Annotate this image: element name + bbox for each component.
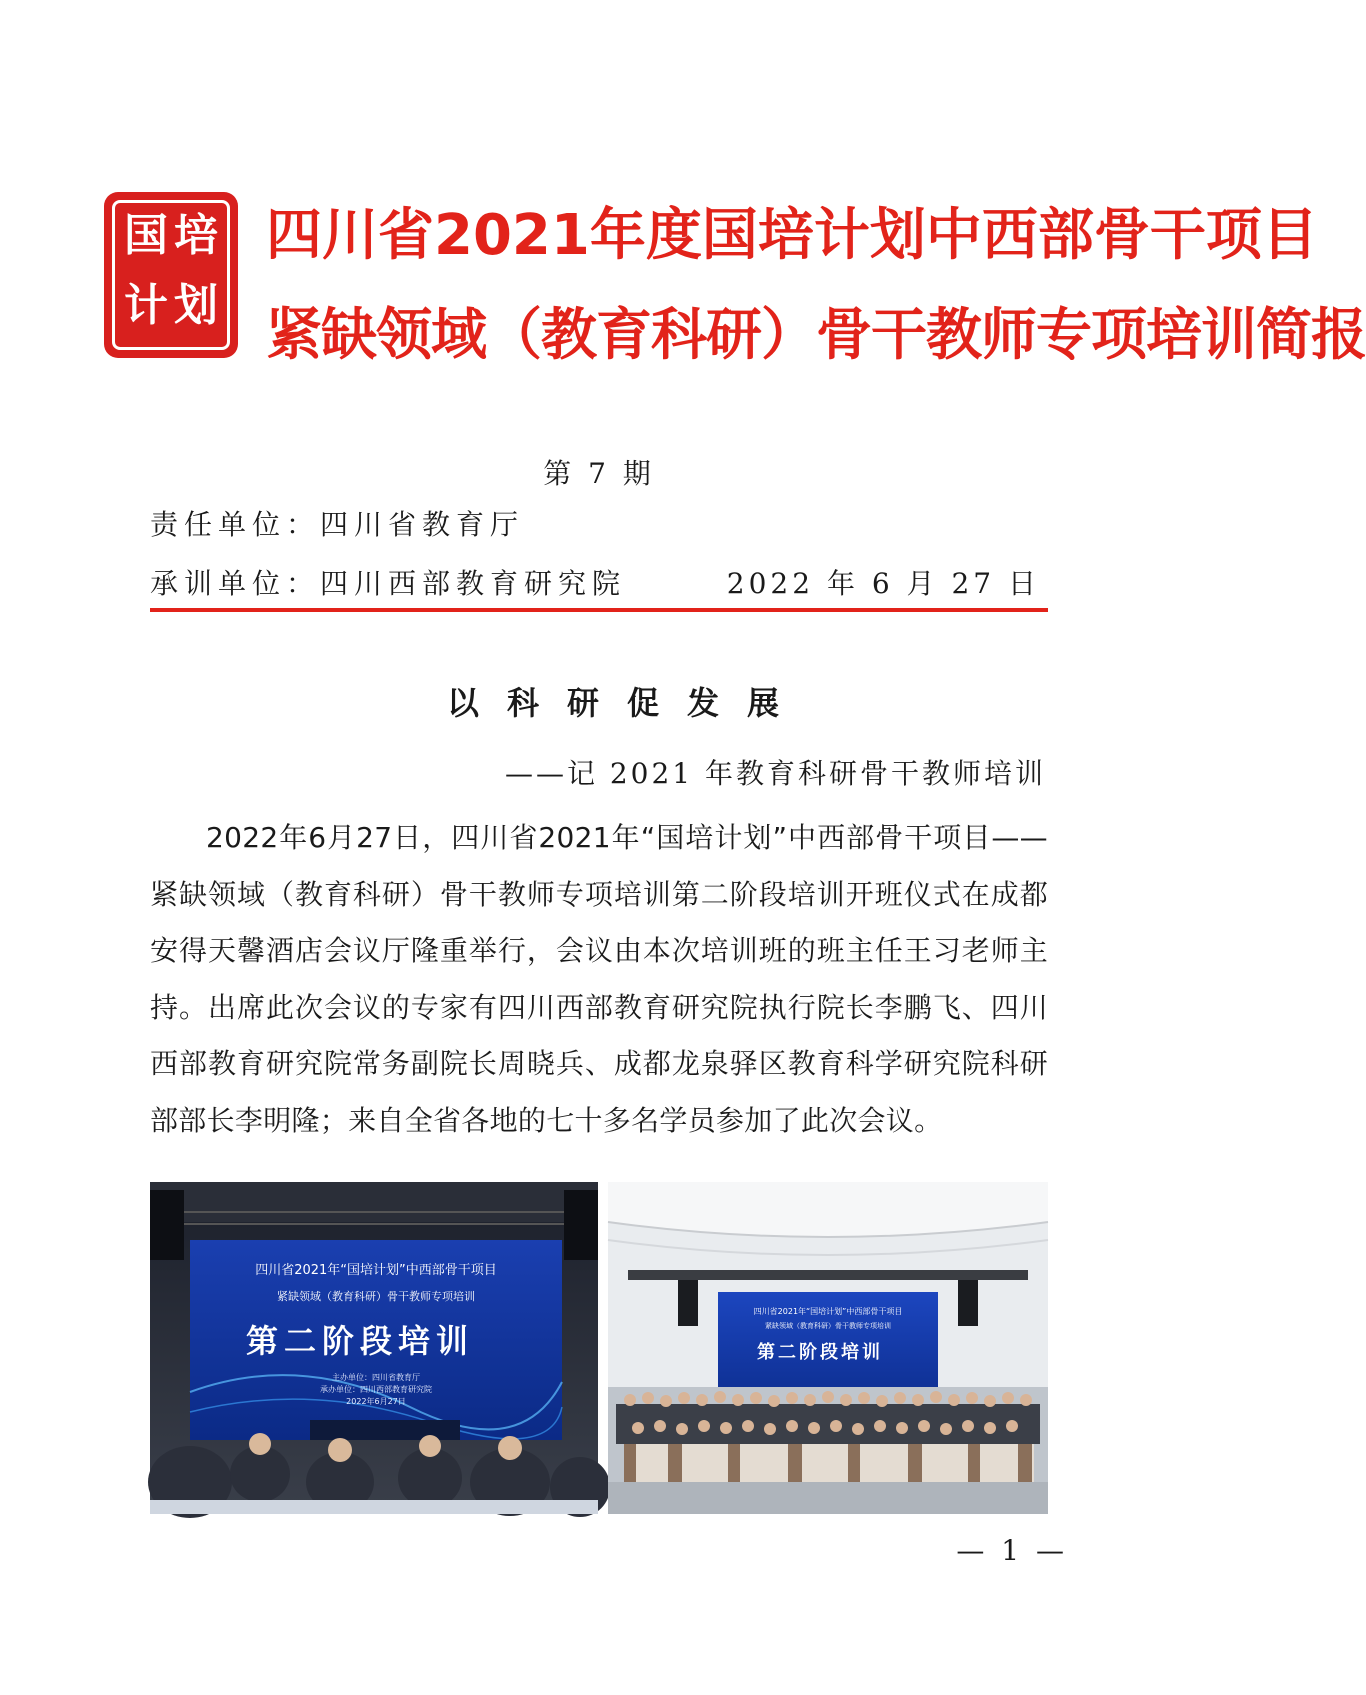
photo-opening-ceremony bbox=[150, 1182, 598, 1514]
screen-line-1: 四川省2021年“国培计划”中西部骨干项目 bbox=[753, 1307, 903, 1316]
masthead-line-1: 四川省2021年度国培计划中西部骨干项目 bbox=[266, 203, 1318, 268]
screen-line-2: 紧缺领域（教育科研）骨干教师专项培训 bbox=[765, 1322, 891, 1330]
screen-line-1: 四川省2021年“国培计划”中西部骨干项目 bbox=[255, 1263, 497, 1278]
training-unit: 承训单位：四川西部教育研究院 bbox=[150, 567, 627, 600]
article-title: 以科研促发展 bbox=[446, 684, 807, 722]
seal-char: 计 bbox=[124, 280, 168, 331]
seal-char: 培 bbox=[174, 210, 218, 261]
screen-line-4: 承办单位：四川西部教育研究院 bbox=[320, 1385, 432, 1394]
issue-number: 第 7 期 bbox=[543, 457, 655, 490]
guopei-seal-logo bbox=[104, 192, 238, 358]
screen-line-3: 主办单位：四川省教育厅 bbox=[332, 1373, 420, 1382]
seal-char: 划 bbox=[174, 280, 218, 331]
screen-heading: 第二阶段培训 bbox=[757, 1342, 883, 1363]
photo-group-picture bbox=[608, 1182, 1048, 1514]
seal-char: 国 bbox=[124, 210, 168, 261]
red-divider bbox=[150, 608, 1048, 612]
screen-heading: 第二阶段培训 bbox=[245, 1322, 475, 1360]
article-subtitle: ——记 2021 年教育科研骨干教师培训 bbox=[504, 757, 1046, 790]
responsible-unit: 责任单位：四川省教育厅 bbox=[150, 508, 525, 541]
screen-line-5: 2022年6月27日 bbox=[346, 1397, 406, 1406]
article-body: 2022年6月27日，四川省2021年“国培计划”中西部骨干项目——紧缺领域（教育科研）骨干教师专项培训第二阶段培训开班仪式在成都安得天馨酒店会议厅隆重举行，会议由本次培训班的班主任王习老师主持。出席此次会议的专家有四川西部教育研究院执行院长李鹏飞、四川西部教育研究院常务副院长周晓兵、成都龙泉驿区教育科学研究院科研部部长李明隆；来自全省各地的七十多名学员参加了此次会议。 bbox=[150, 821, 1048, 1137]
issue-date: 2022 年 6 月 27 日 bbox=[726, 567, 1040, 600]
masthead-line-2: 紧缺领域（教育科研）骨干教师专项培训简报 bbox=[266, 303, 1366, 368]
page-number: — 1 — bbox=[956, 1534, 1068, 1567]
screen-line-2: 紧缺领域（教育科研）骨干教师专项培训 bbox=[277, 1290, 475, 1303]
